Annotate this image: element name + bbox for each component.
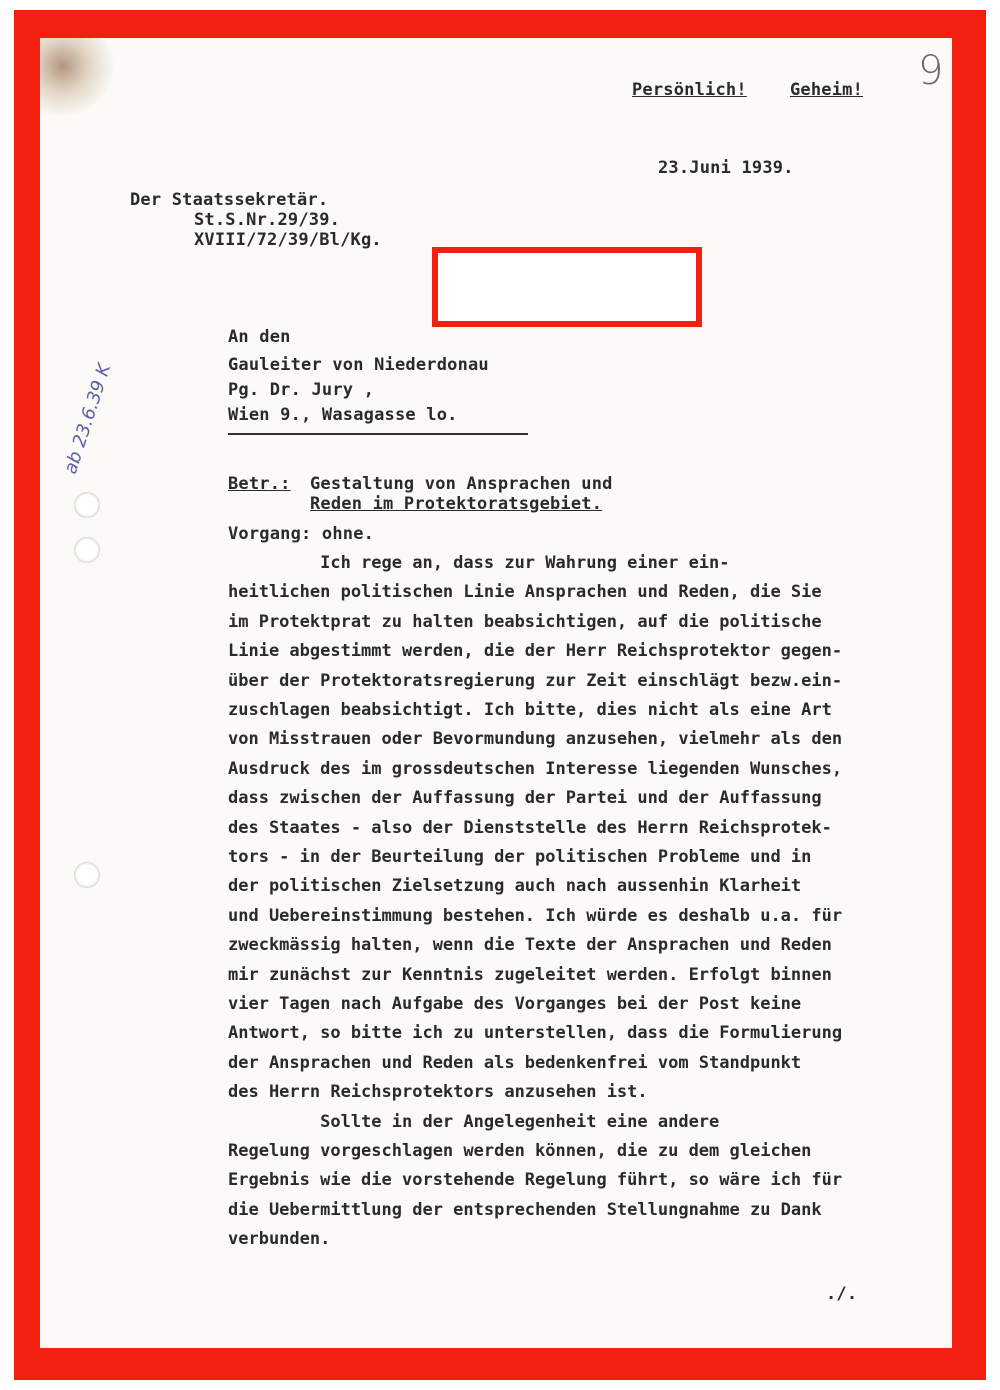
body-line: Ergebnis wie die vorstehende Regelung führt, so wäre ich für bbox=[228, 1170, 843, 1191]
body-line: Antwort, so bitte ich zu unterstellen, dass die Formulierung bbox=[228, 1023, 843, 1044]
body-line: tors - in der Beurteilung der politischen Probleme und in bbox=[228, 847, 812, 867]
letter-date: 23.Juni 1939. bbox=[658, 158, 794, 178]
body-line: die Uebermittlung der entsprechenden Stellungnahme zu Dank bbox=[228, 1199, 822, 1220]
sender-title: Der Staatssekretär. bbox=[130, 190, 329, 210]
subject-label: Betr.: bbox=[228, 474, 291, 494]
body-line: des Herrn Reichsprotektors anzusehen ist. bbox=[228, 1082, 648, 1103]
body-line: und Uebereinstimmung bestehen. Ich würde es deshalb u.a. für bbox=[228, 905, 843, 926]
page-number: 9 bbox=[918, 48, 944, 94]
redacted-stamp-box bbox=[432, 247, 702, 327]
recipient-address: Wien 9., Wasagasse lo. bbox=[228, 405, 458, 425]
body-line: der politischen Zielsetzung auch nach aussenhin Klarheit bbox=[228, 876, 802, 897]
subject-line-2: Reden im Protektoratsgebiet. bbox=[310, 494, 603, 514]
body-line: Linie abgestimmt werden, die der Herr Reichsprotektor gegen- bbox=[228, 641, 843, 662]
punch-hole-1 bbox=[74, 492, 100, 518]
sender-reference: St.S.Nr.29/39. bbox=[194, 210, 341, 230]
body-line: des Staates - also der Dienststelle des Herrn Reichsprotek- bbox=[228, 817, 832, 838]
body-line: Ausdruck des im grossdeutschen Interesse liegenden Wunsches, bbox=[228, 758, 843, 779]
subject-line-1: Gestaltung von Ansprachen und bbox=[310, 474, 613, 494]
body-line: Ich rege an, dass zur Wahrung einer ein- bbox=[228, 553, 730, 573]
body-line: von Misstrauen oder Bevormundung anzusehen, vielmehr als den bbox=[228, 729, 843, 750]
body-line: Regelung vorgeschlagen werden können, die zu dem gleichen bbox=[228, 1141, 812, 1161]
body-line: Sollte in der Angelegenheit eine andere bbox=[228, 1111, 720, 1132]
body-line: mir zunächst zur Kenntnis zugeleitet werden. Erfolgt binnen bbox=[228, 964, 832, 985]
recipient-salutation: An den bbox=[228, 327, 291, 347]
body-line: verbunden. bbox=[228, 1229, 331, 1250]
file-reference: XVIII/72/39/Bl/Kg. bbox=[194, 230, 382, 250]
classification-secret: Geheim! bbox=[790, 80, 864, 100]
recipient-name: Pg. Dr. Jury , bbox=[228, 380, 375, 400]
body-line: vier Tagen nach Aufgabe des Vorganges bei der Post keine bbox=[228, 994, 802, 1014]
address-underline bbox=[228, 433, 528, 435]
punch-hole-2 bbox=[74, 537, 100, 563]
recipient-position: Gauleiter von Niederdonau bbox=[228, 355, 489, 375]
classification-personal: Persönlich! bbox=[632, 80, 747, 100]
body-line: heitlichen politischen Linie Ansprachen und Reden, die Sie bbox=[228, 582, 822, 603]
handwritten-margin-note: ab 23.6.39 K bbox=[60, 361, 116, 477]
subject-reference: Vorgang: ohne. bbox=[228, 524, 375, 544]
body-line: über der Protektoratsregierung zur Zeit einschlägt bezw.ein- bbox=[228, 670, 843, 691]
burn-stain bbox=[40, 38, 115, 118]
body-line: der Ansprachen und Reden als bedenkenfrei vom Standpunkt bbox=[228, 1052, 802, 1073]
body-line: zweckmässig halten, wenn die Texte der Ansprachen und Reden bbox=[228, 935, 832, 956]
body-line: dass zwischen der Auffassung der Partei und der Auffassung bbox=[228, 788, 822, 809]
body-line: zuschlagen beabsichtigt. Ich bitte, dies nicht als eine Art bbox=[228, 700, 832, 720]
punch-hole-3 bbox=[74, 862, 100, 888]
continuation-mark: ./. bbox=[826, 1284, 858, 1304]
body-line: im Protektprat zu halten beabsichtigen, auf die politische bbox=[228, 611, 822, 632]
